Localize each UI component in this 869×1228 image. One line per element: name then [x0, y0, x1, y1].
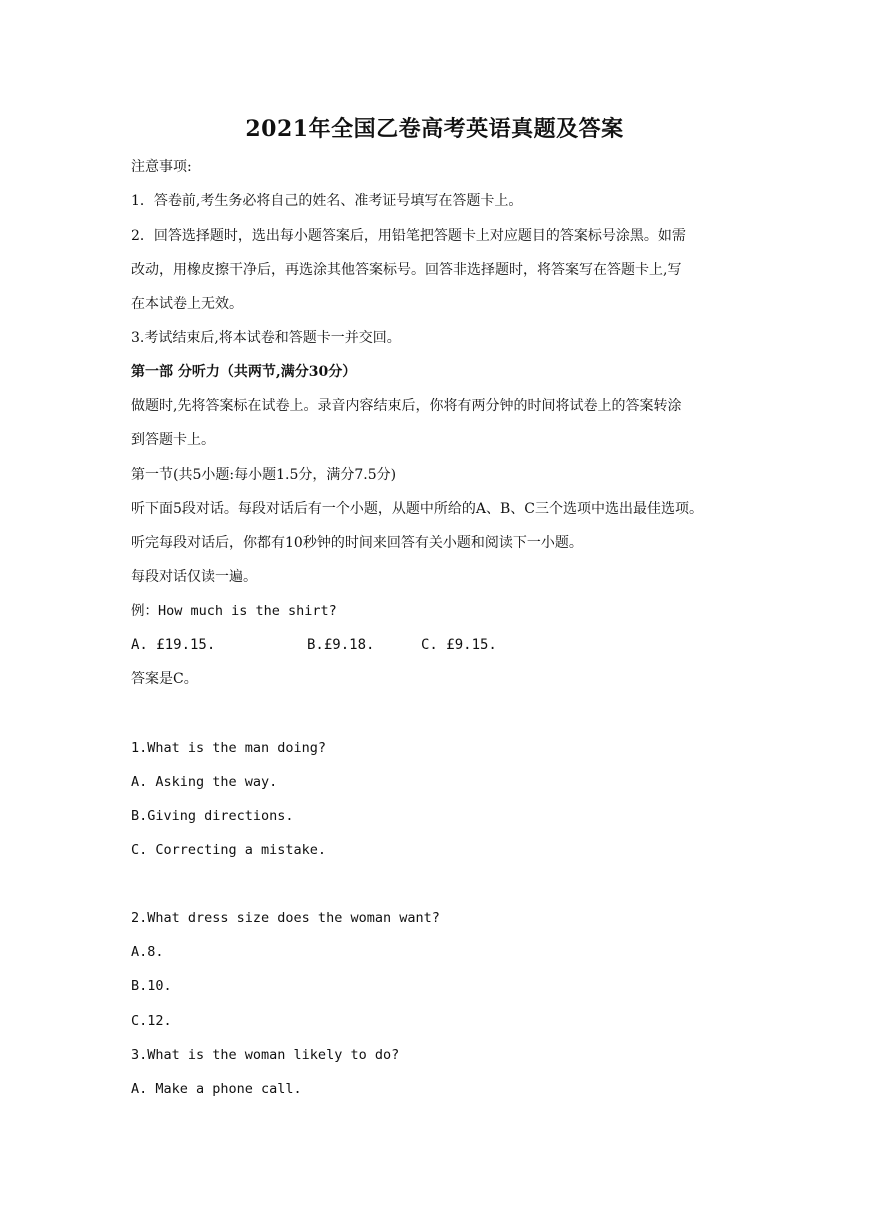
question-2-option-c: C.12. [131, 1013, 172, 1029]
section1-heading: 第一节(共5小题:每小题1.5分，满分7.5分) [131, 467, 397, 483]
example-answer: 答案是C。 [131, 671, 198, 687]
question-1-option-a: A. Asking the way. [131, 774, 278, 790]
question-2-option-a: A.8. [131, 944, 164, 960]
question-1: 1.What is the man doing? [131, 740, 327, 756]
part1-heading: 第一部 分听力（共两节,满分30分） [131, 364, 357, 380]
question-2-option-b: B.10. [131, 978, 172, 994]
example-question: 例：How much is the shirt? [131, 603, 337, 619]
section1-intro-line: 听完每段对话后，你都有10秒钟的时间来回答有关小题和阅读下一小题。 [131, 535, 583, 551]
note-line: 3.考试结束后,将本试卷和答题卡一并交回。 [131, 330, 401, 346]
example-option-c: C. £9.15. [421, 637, 497, 653]
example-option-a: A. £19.15. [131, 637, 216, 653]
note-line: 2．回答选择题时，选出每小题答案后，用铅笔把答题卡上对应题目的答案标号涂黑。如需 [131, 228, 686, 244]
notes-heading: 注意事项: [131, 159, 192, 175]
page-title: 2021年全国乙卷高考英语真题及答案 [245, 116, 624, 142]
question-3-option-a: A. Make a phone call. [131, 1081, 302, 1097]
note-line: 1．答卷前,考生务必将自己的姓名、准考证号填写在答题卡上。 [131, 193, 523, 209]
note-line: 在本试卷上无效。 [131, 296, 243, 312]
section1-intro-line: 听下面5段对话。每段对话后有一个小题，从题中所给的A、B、C三个选项中选出最佳选项。 [131, 501, 704, 517]
part1-intro-line: 做题时,先将答案标在试卷上。录音内容结束后，你将有两分钟的时间将试卷上的答案转涂 [131, 398, 682, 414]
question-1-option-c: C. Correcting a mistake. [131, 842, 327, 858]
section1-intro-line: 每段对话仅读一遍。 [131, 569, 257, 585]
example-option-b: B.£9.18. [307, 637, 375, 653]
question-2: 2.What dress size does the woman want? [131, 910, 440, 926]
note-line: 改动，用橡皮擦干净后，再选涂其他答案标号。回答非选择题时，将答案写在答题卡上,写 [131, 262, 682, 278]
part1-intro-line: 到答题卡上。 [131, 432, 215, 448]
question-3: 3.What is the woman likely to do? [131, 1047, 400, 1063]
question-1-option-b: B.Giving directions. [131, 808, 294, 824]
